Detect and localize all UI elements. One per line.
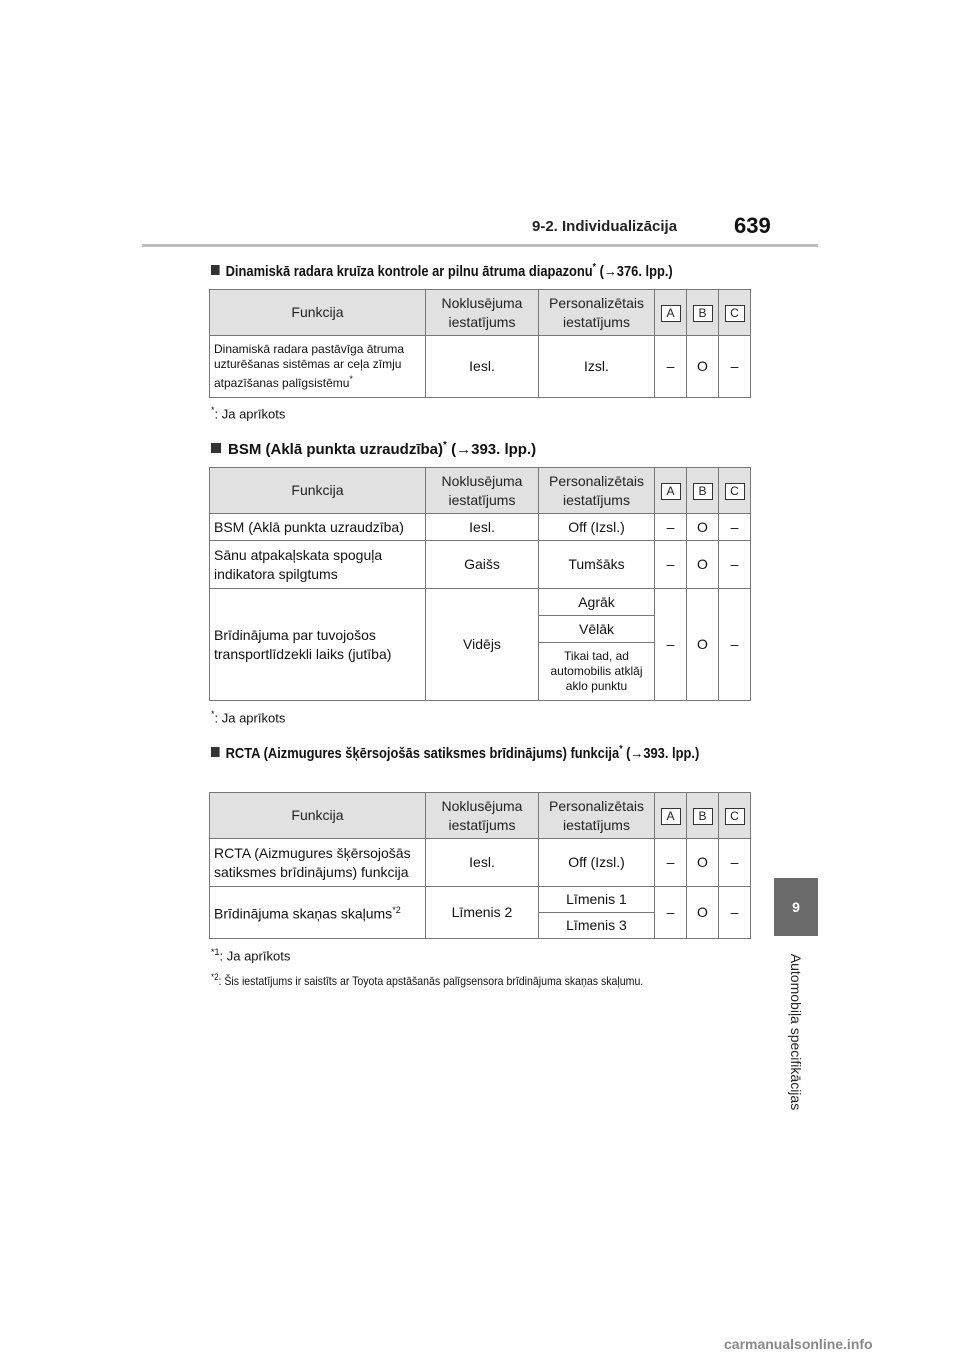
cell-c: – xyxy=(719,336,751,398)
section-header: 9-2. Individualizācija xyxy=(532,218,678,235)
col-a: A xyxy=(655,468,687,514)
cell-c: – xyxy=(719,839,751,887)
cell-b: O xyxy=(687,839,719,887)
cell-custom: Off (Izsl.) xyxy=(539,514,655,541)
cell-custom: Tumšāks xyxy=(539,541,655,589)
table-header-row xyxy=(210,793,751,839)
col-custom: Personalizētais iestatījums xyxy=(539,793,655,839)
cell-function: RCTA (Aizmugures šķērsojošās satiksmes brīdinājums) funkcija xyxy=(210,839,426,887)
col-default: Noklusējuma iestatījums xyxy=(426,290,539,336)
cell-a: – xyxy=(655,589,687,701)
cell-function: Brīdinājuma skaņas skaļums$^{*2}$ xyxy=(210,887,426,939)
chapter-label-text: Automobiļa specifikācijas xyxy=(788,953,804,1111)
footnote: *: Ja aprīkots xyxy=(211,709,286,726)
cell-c: – xyxy=(719,887,751,939)
table-row xyxy=(210,336,751,398)
table-header-row xyxy=(210,468,751,514)
cell-a: – xyxy=(655,336,687,398)
cell-default: Vidējs xyxy=(426,589,539,701)
col-function: Funkcija xyxy=(210,793,426,839)
col-default: Noklusējuma iestatījums xyxy=(426,468,539,514)
section-title-radar: Dinamiskā radara kruīza kontrole ar pilnu ātruma diapazonu* (→376. lpp.) xyxy=(211,255,673,285)
cell-custom-option: Tikai tad, ad automobilis atklāj aklo punktu xyxy=(539,643,655,701)
cell-function: BSM (Aklā punkta uzraudzība) xyxy=(210,514,426,541)
cell-custom: Izsl. xyxy=(539,336,655,398)
table-header-row xyxy=(210,290,751,336)
chapter-tab: 9 xyxy=(774,878,818,936)
col-custom: Personalizētais iestatījums xyxy=(539,290,655,336)
cell-b: O xyxy=(687,589,719,701)
cell-function: Brīdinājuma par tuvojošos transportlīdzekli laiks (jutība) xyxy=(210,589,426,701)
page-reference: (→393. lpp.) xyxy=(626,745,700,762)
section-title-bsm: BSM (Aklā punkta uzraudzība)* (→393. lpp.) xyxy=(211,433,536,463)
col-b: B xyxy=(687,290,719,336)
cell-a: – xyxy=(655,514,687,541)
header-divider xyxy=(142,244,818,247)
page-reference: (→376. lpp.) xyxy=(599,263,673,280)
cell-custom-option: Vēlāk xyxy=(539,616,655,643)
col-c: C xyxy=(719,468,751,514)
cell-custom-option: Agrāk xyxy=(539,589,655,616)
cell-default: Līmenis 2 xyxy=(426,887,539,939)
col-default: Noklusējuma iestatījums xyxy=(426,793,539,839)
footnote: *: Ja aprīkots xyxy=(211,405,286,422)
cell-default: Gaišs xyxy=(426,541,539,589)
cell-a: – xyxy=(655,839,687,887)
cell-b: O xyxy=(687,336,719,398)
table-radar xyxy=(209,289,751,398)
col-b: B xyxy=(687,793,719,839)
col-a: A xyxy=(655,290,687,336)
chapter-label xyxy=(784,944,808,1120)
cell-function: Dinamiskā radara pastāvīga ātruma uzturēšanas sistēmas ar ceļa zīmju atpazīšanas palīgsistēmu* xyxy=(210,336,426,398)
table-bsm xyxy=(209,467,751,701)
cell-a: – xyxy=(655,887,687,939)
page-number: 639 xyxy=(734,213,771,238)
table-row xyxy=(210,589,751,616)
col-function: Funkcija xyxy=(210,290,426,336)
cell-default: Iesl. xyxy=(426,336,539,398)
table-row xyxy=(210,839,751,887)
cell-function: Sānu atpakaļskata spoguļa indikatora spilgtums xyxy=(210,541,426,589)
col-c: C xyxy=(719,793,751,839)
cell-b: O xyxy=(687,887,719,939)
col-a: A xyxy=(655,793,687,839)
footnote: $^{*1}$: Ja aprīkots xyxy=(211,947,291,964)
section-title-rcta: RCTA (Aizmugures šķērsojošās satiksmes brīdinājums) funkcija* (→393. lpp.) xyxy=(211,737,744,767)
col-c: C xyxy=(719,290,751,336)
table-rcta xyxy=(209,792,751,939)
square-bullet-icon xyxy=(211,443,221,453)
col-b: B xyxy=(687,468,719,514)
cell-a: – xyxy=(655,541,687,589)
cell-custom: Off (Izsl.) xyxy=(539,839,655,887)
footnote: $^{*2}$: Šis iestatījums ir saistīts ar Toyota apstāšanās palīgsensora brīdinājuma skaņas skaļumu. xyxy=(211,972,644,988)
cell-b: O xyxy=(687,514,719,541)
col-function: Funkcija xyxy=(210,468,426,514)
cell-c: – xyxy=(719,541,751,589)
cell-c: – xyxy=(719,589,751,701)
watermark: carmanualsonline.info xyxy=(724,1336,873,1352)
col-custom: Personalizētais iestatījums xyxy=(539,468,655,514)
page-reference: (→393. lpp.) xyxy=(451,441,537,458)
table-row xyxy=(210,541,751,589)
cell-default: Iesl. xyxy=(426,514,539,541)
cell-custom-option: Līmenis 3 xyxy=(539,913,655,939)
table-row xyxy=(210,887,751,913)
cell-custom-option: Līmenis 1 xyxy=(539,887,655,913)
cell-default: Iesl. xyxy=(426,839,539,887)
table-row xyxy=(210,514,751,541)
cell-c: – xyxy=(719,514,751,541)
square-bullet-icon xyxy=(211,747,220,757)
square-bullet-icon xyxy=(211,265,220,275)
cell-b: O xyxy=(687,541,719,589)
